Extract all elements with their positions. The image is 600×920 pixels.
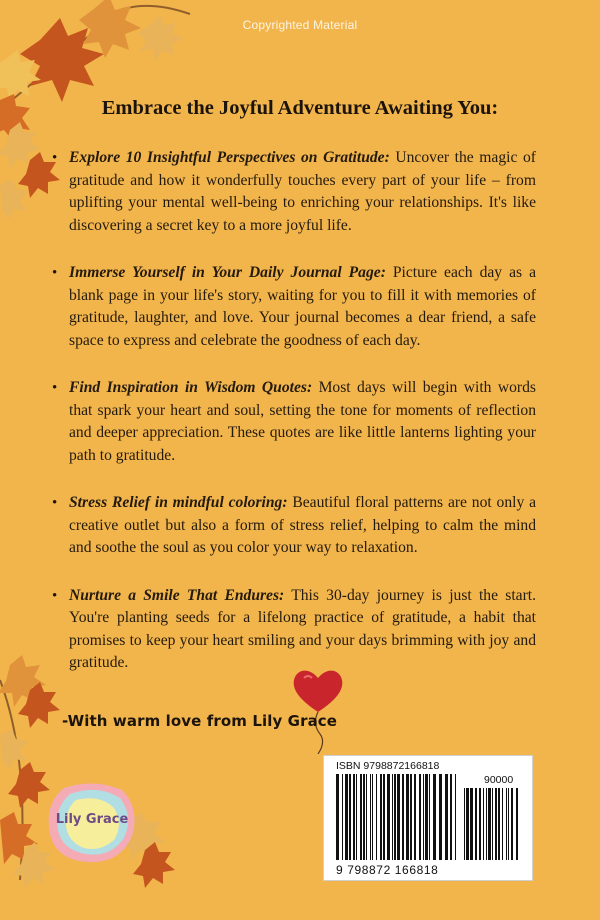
list-item <box>52 377 536 467</box>
price-code: 90000 <box>484 774 514 786</box>
copyright-watermark: Copyrighted Material <box>242 18 358 32</box>
feature-list <box>52 147 536 700</box>
heart-balloon-icon <box>290 664 346 754</box>
list-item-body: Beautiful floral patterns are not only a creative outlet but also a form of stress relief, helping to calm the mind and soothe the soul as you color your way to relaxation. <box>69 494 536 556</box>
list-item-body: Picture each day as a blank page in your life's story, waiting for you to fill it with memories of gratitude, laughter, and love. Your journal becomes a dear friend, a safe space to express and celebrate the goodness of each day. <box>69 264 536 349</box>
list-item <box>52 585 536 675</box>
list-item-body: Most days will begin with words that spark your heart and soul, setting the tone for moments of reflection and deeper appreciation. These quotes are like little lanterns lighting your path to gratitude. <box>69 379 536 464</box>
list-item-lead: Nurture a Smile That Endures: <box>69 586 285 604</box>
isbn-label: ISBN 9798872166818 <box>336 760 440 772</box>
list-item-body: Uncover the magic of gratitude and how it wonderfully touches every part of your life – from uplifting your mental well-being to enriching your relationships. It's like discovering a secret key to a more joyful life. <box>69 149 536 234</box>
list-item-text <box>69 377 536 467</box>
list-item <box>52 262 536 352</box>
list-item <box>52 147 536 237</box>
bullet-marker: • <box>52 150 58 166</box>
logo-text: Lily Grace <box>55 812 129 827</box>
barcode-digits: 9 798872 166818 <box>336 863 439 877</box>
list-item-text <box>69 262 536 352</box>
bullet-marker: • <box>52 265 58 281</box>
signature: -With warm love from Lily Grace <box>62 712 338 730</box>
list-item-lead: Explore 10 Insightful Perspectives on Gratitude: <box>69 149 390 166</box>
list-item-text <box>69 492 536 560</box>
bullet-marker: • <box>52 380 58 396</box>
list-item-lead: Stress Relief in mindful coloring: <box>69 494 288 511</box>
list-item <box>52 492 536 560</box>
barcode <box>323 755 533 881</box>
bullet-marker: • <box>52 587 58 604</box>
bullet-marker: • <box>52 495 58 511</box>
logo <box>44 778 140 866</box>
list-item-body: This 30-day journey is just the start. You're planting seeds for a lifelong practice of gratitude, a habit that promises to keep your heart smiling and your days brimming with joy and gratitude. <box>69 586 536 671</box>
list-item-text <box>69 585 536 675</box>
list-item-lead: Find Inspiration in Wisdom Quotes: <box>69 379 313 396</box>
list-item-lead: Immerse Yourself in Your Daily Journal Page: <box>69 264 386 281</box>
page-title: Embrace the Joyful Adventure Awaiting You: <box>101 97 499 119</box>
list-item-text <box>69 147 536 237</box>
